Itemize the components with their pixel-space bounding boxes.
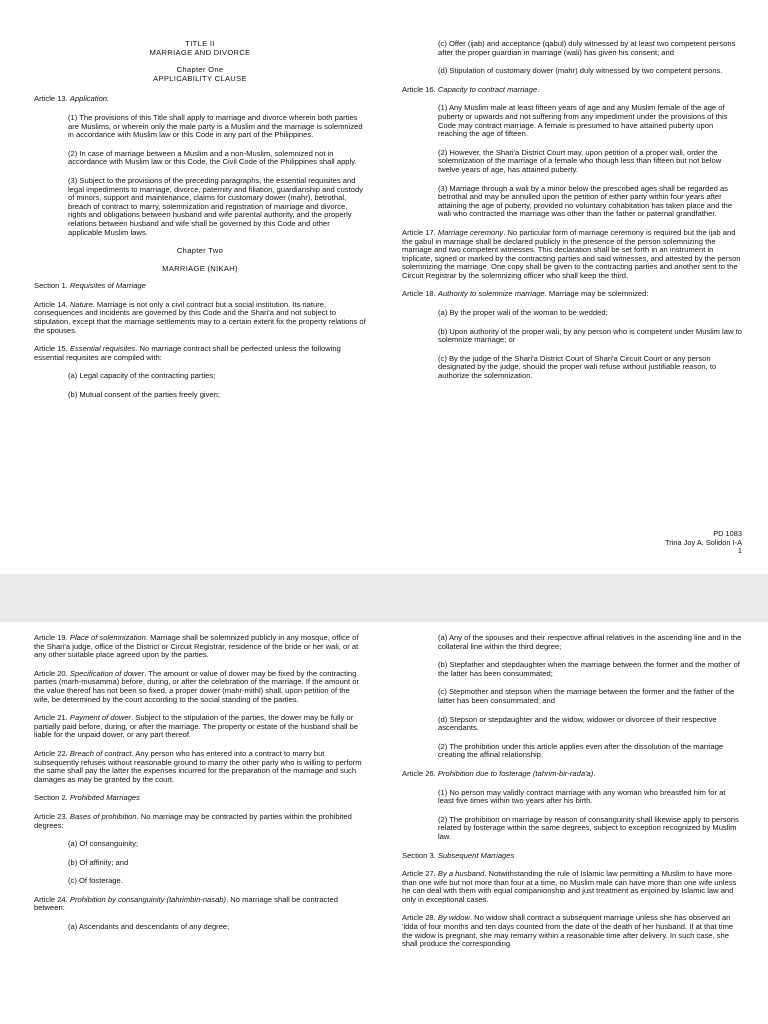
article-16-paragraph-2: (2) However, the Shari'a District Court may, upon petition of a proper wali, order the solemnization of the marriage of a female who though less than fifteen but not below twelve years of age, has attained puberty. [438, 147, 722, 174]
article-26-paragraph-1: (1) No person may validly contract marriage with any woman who breastfed him for at least five times within two years after his birth. [438, 787, 726, 806]
article-26-heading: Article 26. Prohibition due to fosterage (tahrim-bir-rada'a). [402, 768, 596, 778]
article-23-item-a: (a) Of consanguinity; [68, 839, 139, 849]
article-28-clip [402, 913, 742, 949]
article-25-item-d: (d) Stepson or stepdaughter and the widow, widower or divorcee of their respective ascendants. [438, 714, 717, 733]
article-16-paragraph-3: (3) Marriage through a wali by a minor below the prescribed ages shall be regarded as betrothal and may be annulled upon the petition of either party within four years after attaining the age of puberty, provided no voluntary cohabitation has taken place and the wali who contracted the marriage was other than the father or paternal grandfather. [438, 183, 733, 219]
article-24: Article 24. Prohibition by consanguinity (tahrimbin-nasab). No marriage shall be contracted between: [34, 894, 338, 913]
document-page-2 [0, 622, 768, 1024]
article-14: Article 14. Nature. Marriage is not only a civil contract but a social institution. Its nature, consequences and incidents are governed by this Code and the Shari'a and not subject to stipulation, except that the marriage settlements may to a certain extent fix the property relations of the spouses. [34, 299, 366, 335]
article-27: Article 27. By a husband. Notwithstanding the rule of Islamic law permitting a Muslim to have more than one wife but not more than four at a time, no Muslim male can have more than one wife unless he can deal with them with equal companionship and just treatment as enjoined by Islamic law and only in exceptional cases. [402, 869, 737, 904]
chapter-two-name: MARRIAGE (NIKAH) [162, 263, 238, 273]
chapter-one-name: APPLICABILITY CLAUSE [153, 73, 247, 83]
article-21: Article 21. Payment of dower. Subject to the stipulation of the parties, the dower may be fully or partially paid before, during, or after the marriage. The property or estate of the husband shall be liable for the unpaid dower, or any part thereof. [34, 713, 359, 740]
page2-right-column [402, 633, 742, 949]
article-17: Article 17. Marriage ceremony. No particular form of marriage ceremony is required but the ijab and the gabul in marriage shall be declared publicly in the presence of the person solemnizing the marriage and two competent witnesses. This declaration shall be set forth in an instrument in triplicate, signed or marked by the contracting parties and said witnesses, and attested by the person solemnizing the marriage. One copy shall be given to the contracting parties and another sent to the Circuit Registrar by the solemnizing officer who shall keep the third. [402, 227, 741, 280]
article-25-item-a: (a) Any of the spouses and their respective affinal relatives in the ascending line and in the collateral line within the third degree; [438, 633, 742, 651]
section-3-heading: Section 3. Subsequent Marriages [402, 850, 515, 860]
article-23-item-c: (c) Of fosterage. [68, 876, 123, 886]
article-15-item-c: (c) Offer (ijab) and acceptance (qabul) duly witnessed by at least two competent persons after the proper guardian in marriage (wali) has given his consent; and [438, 39, 736, 57]
article-18-item-c: (c) By the judge of the Shari'a District Court of Shari'a Circuit Court or any person designated by the judge, should the proper wali refuse without justifiable reason, to authorize the solemnization. [438, 353, 717, 381]
article-18: Article 18. Authority to solemnize marriage. Marriage may be solemnized: [402, 289, 649, 299]
article-23-item-b: (b) Of affinity; and [68, 857, 129, 867]
article-25-paragraph-2: (2) The prohibition under this article applies even after the dissolution of the marriage creating the affinal relationship. [438, 741, 724, 760]
section-2-heading: Section 2. Prohibited Marriages [34, 793, 140, 803]
article-23: Article 23. Bases of prohibition. No marriage may be contracted by parties within the prohibited degrees: [34, 811, 352, 830]
article-25-item-c: (c) Stepmother and stepson when the marriage between the former and the father of the latter has been consummated; and [438, 687, 735, 705]
page2-left-column [34, 634, 366, 942]
chapter-one-label: Chapter One [176, 65, 224, 75]
article-19: Article 19. Place of solemnization. Marriage shall be solemnized publicly in any mosque, office of the Shari'a judge, office of the District or Circuit Registrar, residence of the bride or her wali, or at any other suitable place agreed upon by the parties. [34, 633, 359, 660]
article-13-paragraph-1: (1) The provisions of this Title shall apply to marriage and divorce wherein both parties are Muslims, or wherein only the male party is a Muslim and the marriage is solemnized in accordance with Muslim law or this Code in any part of the Philippines. [68, 112, 363, 140]
article-15-item-d: (d) Stipulation of customary dower (mahr) duly witnessed by two competent persons. [438, 66, 723, 76]
article-25-item-b: (b) Stepfather and stepdaughter when the marriage between the former and the mother of the latter has been consummated; [438, 660, 740, 678]
footer-author: Trina Joy A. Solidon I-A [665, 537, 742, 547]
article-15-item-a: (a) Legal capacity of the contracting parties; [68, 371, 216, 381]
page-footer [665, 530, 742, 556]
page1-right-column [402, 40, 742, 391]
article-13-paragraph-2: (2) In case of marriage between a Muslim and a non-Muslim, solemnized not in accordance with Muslim law or this Code, the Civil Code of the Philippines shall apply. [68, 148, 357, 167]
chapter-two-label: Chapter Two [176, 246, 224, 256]
article-24-item-a: (a) Ascendants and descendants of any degree; [68, 922, 230, 932]
article-16-heading: Article 16. Capacity to contract marriage. [402, 84, 540, 94]
article-15: Article 15. Essential requisites. No marriage contract shall be perfected unless the following essential requisites are compiled with: [34, 344, 341, 362]
article-13-heading: Article 13. Application. [34, 94, 110, 104]
page1-left-column [34, 40, 366, 410]
article-16-paragraph-1: (1) Any Muslim male at least fifteen years of age and any Muslim female of the age of puberty or upwards and not suffering from any impediment under the provisions of this Code may contract marriage. A female is presumed to have attained puberty upon reaching the age of fifteen. [438, 103, 728, 139]
article-28: Article 28. By widow. No widow shall contract a subsequent marriage unless she has observed an 'idda of four months and ten days counted from the date of the death of her husband. If at that time the widow is pregnant, she may remarry within a reasonable time after delivery. In such case, she shall produce the corresponding [402, 913, 734, 949]
article-18-item-b: (b) Upon authority of the proper wali, by any person who is competent under Muslim law to solemnize marriage; or [438, 326, 742, 345]
footer-page-number: 1 [737, 546, 742, 556]
article-22: Article 22. Breach of contract. Any person who has entered into a contract to marry but subsequently refuses without reasonable ground to marry the other party who is willing to perform the same shall pay the latter the expenses incurred for the preparation of the marriage and such damages as may be granted by the court. [34, 748, 362, 784]
article-13-paragraph-3: (3) Subject to the provisions of the preceding paragraphs, the essential requisites and legal impediments to marriage, divorce, paternity and filiation, guardianship and custody of minors, support and maintenance, claims for customary dower (mahr), betrothal, breach of contract to marry, solemnization and registration of marriage and divorce, rights and obligations between husband and wife parental authority, and the properly relations between husband and wife shall be governed by this Code and other applicable Muslim laws. [68, 175, 364, 237]
article-18-item-a: (a) By the proper wali of the woman to be wedded; [438, 308, 608, 318]
article-15-item-b: (b) Mutual consent of the parties freely given; [68, 390, 220, 400]
section-1-heading: Section 1. Requisites of Marriage [34, 281, 146, 291]
article-20: Article 20. Specification of dower. The amount or value of dower may be fixed by the contracting parties (marh-musamma) before, during, or after the celebration of the marriage. If the amount or the value thereof has not been so fixed, a proper dower (mahr-mithl) shall, upon petition of the wife, be determined by the court according to the social standing of the parties. [34, 668, 359, 704]
article-26-paragraph-2: (2) The prohibition on marriage by reason of consanguinity shall likewise apply to persons related by fosterage within the same degrees, subject to exception recognized by Muslim law. [438, 814, 739, 841]
footer-code: PD 1083 [713, 529, 742, 538]
title-subheading: MARRIAGE AND DIVORCE [149, 47, 251, 57]
title-heading: TITLE II [185, 39, 215, 48]
